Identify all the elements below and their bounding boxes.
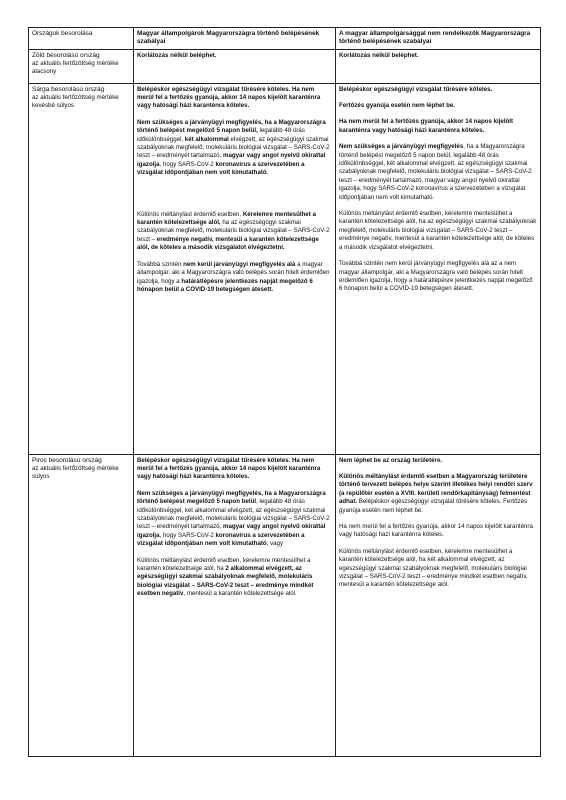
paragraph: Ha nem merül fel a fertőzés gyanúja, akkor 14 napos kijelölt karanténra vagy hatósági házi karanténra köteles. — [339, 118, 514, 134]
category-yellow — [29, 83, 134, 454]
yellow-noncitizens-rule — [336, 83, 541, 454]
header-hungarian-citizens: Magyar állampolgárok Magyarországra történő belépésének szabályai — [134, 28, 336, 50]
paragraph: Nem szükséges a járványügyi megfigyelés, ha a Magyarországra történő belépést megelőző 5 napon belül, legalább 48 órás időkülönbséggel, két alkalommal elvégzett, az egészségügyi szakmai szabályoknak megfelelő, molekuláris biológiai vizsgálat – SARS-CoV-2 teszt – eredményét tartalmazó, magyar vagy angol nyelvű okirattal igazolja, hogy SARS-CoV-2 koronavírus a szervezetében a vizsgálat időpontjában nem volt kimutatható. — [137, 118, 330, 177]
category-subtitle: az aktuális fertőzöttség mértéke kevésbé súlyos — [32, 94, 119, 110]
paragraph: Különös méltánylást érdemlő esetben, kérelemre mentesülhet a karantén kötelezettsége alól, ha 2 alkalommal elvégzett, az egészségügyi szakmai szabályoknak megfelelő, molekuláris biológiai vizsgálat – SARS-CoV-2 teszt – eredménye mindkét esetben negatív, mentesül a karantén kötelezettsége alól. — [137, 556, 314, 598]
paragraph: Ha nem merül fel a fertőzés gyanúja, akkor 14 napos kijelölt karanténra vagy hatósági házi karanténra köteles. — [339, 523, 533, 539]
paragraph: Belépéskor egészségügyi vizsgálat tűrésére köteles. Ha nem merül fel a fertőzés gyanúja, akkor 14 napos kijelölt karanténra vagy hatósági házi karanténra köteles. — [137, 456, 321, 481]
category-title: Zöld besorolású ország — [32, 51, 100, 59]
category-red — [29, 454, 134, 756]
category-green — [29, 49, 134, 83]
green-citizens-rule: Korlátozás nélkül beléphet. — [134, 49, 336, 83]
paragraph: Nem szükséges a járványügyi megfigyelés, ha a Magyarországra történő belépést megelőző 5 napon belül, legalább 48 órás időkülönbséggel, két alkalommal elvégzett, az egészségügyi szakmai szabályoknak megfelelő, molekuláris biológiai vizsgálat – SARS-CoV-2 teszt – eredményét tartalmazó, magyar vagy angol nyelvű okirattal igazolja, hogy SARS-CoV-2 koronavírus a szervezetében a vizsgálat időpontjában nem volt kimutatható, vagy — [137, 489, 330, 548]
paragraph: Belépéskor egészségügyi vizsgálat tűrésére köteles. Ha nem merül fel a fertőzés gyanúja, akkor 14 napos kijelölt karanténra vagy hatósági házi karanténra köteles. — [137, 85, 321, 110]
header-non-citizens: A magyar állampolgársággal nem rendelkezők Magyarországra történő belépésének szabályai — [336, 28, 541, 50]
entry-rules-table — [28, 27, 541, 757]
green-noncitizens-rule: Korlátozás nélkül beléphet. — [336, 49, 541, 83]
paragraph: Nem szükséges a járványügyi megfigyelés, ha a Magyarországra történő belépést megelőző 5 napon belül, legalább 48 órás időkülönbséggel, két alkalommal elvégzett, az egészségügyi szakmai szabályoknak megfelelő, molekuláris biológiai vizsgálat – SARS-CoV-2 teszt – eredményét tartalmazó, magyar vagy angol nyelvű okirattal igazolja, hogy SARS-CoV-2 koronavírus a szervezetében a vizsgálat időpontjában nem volt kimutatható. — [339, 143, 532, 201]
red-noncitizens-rule — [336, 454, 541, 756]
category-subtitle: az aktuális fertőzöttség mértéke súlyos — [32, 465, 119, 481]
red-citizens-rule — [134, 454, 336, 756]
paragraph: Továbbá szintén nem kerül járványügyi megfigyelés alá a magyar állampolgár, aki a Magyarországra való belépés során hitelt érdemlően igazolja, hogy a határátlépésre jelentkezés napját megelőző 6 hónapon belül a COVID-19 betegségen átesett. — [137, 260, 330, 293]
paragraph: Különös méltánylást érdemlő esetben, Kérelemre mentesülhet a karantén kötelezettsége alól, ha az egészségügyi szakmai szabályoknak megfelelő, molekuláris biológiai vizsgálat – SARS-CoV-2 teszt – eredménye negatív, mentesül a karantén kötelezettsége alól, de köteles a második vizsgálatot elvégeztetni. — [137, 210, 330, 252]
header-country-classification: Országok besorolása — [29, 28, 134, 50]
paragraph: Nem léphet be az ország területére. — [339, 456, 443, 464]
category-title: Piros besorolású ország — [32, 456, 102, 464]
header-row — [29, 28, 541, 50]
paragraph: Különös méltánylást érdemlő esetben, kérelemre mentesülhet a karantén kötelezettsége alól, ha két alkalommal elvégzett, az egészségügyi szakmai szabályoknak megfelelő, molekuláris biológiai vizsgálat – SARS-CoV-2 teszt – eredménye mindkét esetben negatív, mentesül a karantén kötelezettsége alól. — [339, 547, 528, 589]
category-title: Sárga besorolású ország — [32, 85, 105, 93]
table-row-red — [29, 454, 541, 756]
category-subtitle: az aktuális fertőzöttség mértéke alacsony — [32, 60, 119, 76]
paragraph: Különös méltánylást érdemlő esetben, kérelemre mentesülhet a karantén kötelezettsége alól, ha az egészségügyi szakmai szabályoknak megfelelő, molekuláris biológiai vizsgálat – SARS-CoV-2 teszt – eredménye negatív, mentesül a karantén kötelezettsége alól, de köteles a második vizsgálatot elvégeztetni. — [339, 210, 537, 251]
paragraph: Fertőzés gyanúja esetén nem léphet be. — [339, 102, 456, 109]
table-row-yellow — [29, 83, 541, 454]
table-row-green — [29, 49, 541, 83]
yellow-citizens-rule — [134, 83, 336, 454]
paragraph: Különös méltánylást érdemlő esetben a Magyarország területére történő tervezett belépés helye szerint illetékes helyi rendőri szerv (a repülőtér esetén a XVIII. kerületi rendőrkapitányság) felmentést adhat. Belépéskor egészségügyi vizsgálat tűrésére köteles. Fertőzés gyanúja esetén nem léphet be. — [339, 473, 533, 514]
paragraph: Továbbá szintén nem kerül járványügyi megfigyelés alá az a nem magyar állampolgár, aki a Magyarországra való belépés során hitelt érdemlően igazolja, hogy a határátlépésre jelentkezés napját megelőző 6 hónapon belül a COVID-19 betegségen átesett. — [339, 260, 533, 293]
paragraph: Belépéskor egészségügyi vizsgálat tűrésére köteles. — [339, 85, 493, 93]
